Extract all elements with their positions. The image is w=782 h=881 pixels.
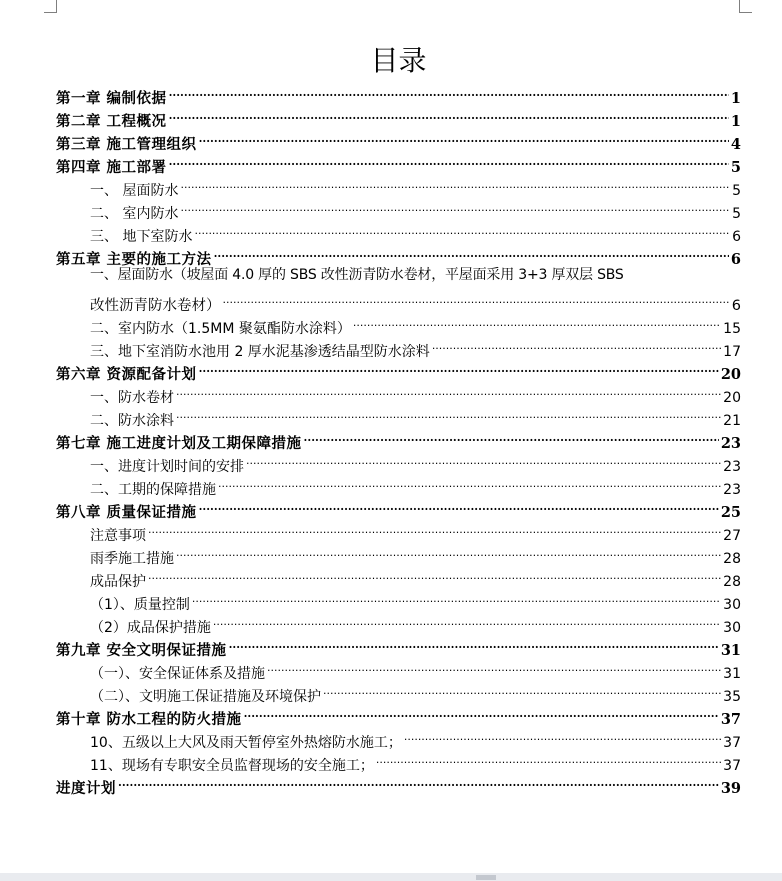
toc-entry-label: 第二章 工程概况	[56, 113, 167, 130]
dot-leader	[323, 678, 721, 701]
dot-leader	[176, 402, 721, 425]
toc-page-number: 31	[723, 666, 741, 682]
toc-entry-label: 二、防水涂料	[90, 413, 174, 429]
toc-entry-section[interactable]	[56, 195, 741, 222]
toc-page-number: 23	[720, 435, 741, 452]
dot-leader	[199, 356, 719, 379]
dot-leader	[199, 126, 729, 149]
toc-page-number: 6	[731, 298, 741, 314]
margin-corner-mark-left	[44, 0, 57, 13]
toc-entry-chapter-9[interactable]	[56, 632, 741, 659]
toc-entry-section[interactable]	[56, 448, 741, 475]
toc-page-number: 21	[723, 413, 741, 429]
toc-page-number: 1	[730, 90, 741, 107]
toc-entry-chapter-7[interactable]	[56, 425, 741, 452]
toc-page-number: 20	[720, 366, 741, 383]
toc-entry-section[interactable]	[56, 609, 741, 636]
dot-leader	[229, 632, 719, 655]
toc-page-number: 28	[723, 551, 741, 567]
toc-entry-section[interactable]	[56, 724, 741, 751]
dot-leader	[180, 195, 730, 218]
dot-leader	[180, 172, 730, 195]
dot-leader	[118, 770, 719, 793]
toc-entry-chapter-1[interactable]	[56, 80, 741, 107]
toc-entry-label: 10、五级以上大风及雨天暂停室外热熔防水施工；	[90, 735, 402, 751]
toc-entry-label: 进度计划	[56, 780, 116, 797]
margin-corner-mark-right	[739, 0, 752, 13]
toc-entry-chapter-6[interactable]	[56, 356, 741, 383]
toc-entry-label: 第一章 编制依据	[56, 90, 167, 107]
toc-page-number: 37	[720, 711, 741, 728]
toc-entry-label: 注意事项	[90, 528, 146, 544]
toc-page-number: 5	[732, 183, 741, 199]
toc-entry-label: 三、 地下室防水	[90, 229, 193, 245]
toc-entry-label: （一）、安全保证体系及措施	[90, 666, 265, 682]
toc-page-number: 37	[723, 758, 741, 774]
toc-page-number: 35	[723, 689, 741, 705]
dot-leader	[169, 149, 729, 172]
toc-entry-section[interactable]	[56, 333, 741, 360]
toc-page-number: 6	[730, 251, 741, 268]
toc-entry-section[interactable]	[56, 678, 741, 705]
toc-entry-section[interactable]	[56, 517, 741, 544]
toc-page-number: 28	[723, 574, 741, 590]
toc-entry-chapter-5[interactable]	[56, 241, 741, 268]
toc-entry-label: 成品保护	[90, 574, 146, 590]
toc-entry-schedule[interactable]	[56, 770, 741, 797]
dot-leader	[214, 241, 729, 264]
toc-entry-chapter-8[interactable]	[56, 494, 741, 521]
toc-entry-section[interactable]	[56, 218, 741, 245]
table-of-contents	[56, 80, 741, 797]
scrollbar-thumb[interactable]	[476, 875, 496, 880]
toc-page-number: 30	[723, 620, 741, 636]
toc-entry-label: 第七章 施工进度计划及工期保障措施	[56, 435, 302, 452]
dot-leader	[218, 471, 721, 494]
dot-leader	[213, 609, 721, 632]
toc-entry-label: （2）成品保护措施	[90, 620, 211, 636]
dot-leader	[169, 103, 729, 126]
dot-leader	[148, 517, 721, 540]
dot-leader	[223, 287, 730, 310]
toc-page-number: 20	[723, 390, 741, 406]
toc-entry-section[interactable]	[56, 747, 741, 774]
toc-entry-label: 第五章 主要的施工方法	[56, 251, 212, 268]
toc-entry-label: 雨季施工措施	[90, 551, 174, 567]
toc-entry-label: 第三章 施工管理组织	[56, 136, 197, 153]
dot-leader	[148, 563, 721, 586]
dot-leader	[432, 333, 721, 356]
toc-entry-label: 二、 室内防水	[90, 206, 179, 222]
toc-entry-label: 第四章 施工部署	[56, 159, 167, 176]
toc-entry-section[interactable]	[56, 586, 741, 613]
toc-page-number: 37	[723, 735, 741, 751]
dot-leader	[176, 540, 721, 563]
toc-page-number: 17	[723, 344, 741, 360]
toc-entry-label: 第十章 防水工程的防火措施	[56, 711, 242, 728]
toc-page-number: 23	[723, 482, 741, 498]
dot-leader	[304, 425, 719, 448]
toc-page-number: 25	[720, 504, 741, 521]
toc-entry-label: 第九章 安全文明保证措施	[56, 642, 227, 659]
toc-page-number: 5	[730, 159, 741, 176]
toc-entry-chapter-2[interactable]	[56, 103, 741, 130]
toc-entry-section[interactable]	[56, 540, 741, 567]
toc-page-number: 5	[732, 206, 741, 222]
toc-entry-label: 第六章 资源配备计划	[56, 366, 197, 383]
toc-entry-label: 11、现场有专职安全员监督现场的安全施工；	[90, 758, 374, 774]
toc-entry-section[interactable]	[56, 655, 741, 682]
dot-leader	[246, 448, 721, 471]
toc-page-number: 23	[723, 459, 741, 475]
toc-entry-section[interactable]	[56, 563, 741, 590]
horizontal-scrollbar[interactable]	[0, 873, 782, 881]
toc-entry-label: 二、工期的保障措施	[90, 482, 216, 498]
toc-entry-label: 三、地下室消防水池用 2 厚水泥基渗透结晶型防水涂料	[90, 344, 430, 360]
toc-entry-label: 一、防水卷材	[90, 390, 174, 406]
toc-page-number: 15	[723, 321, 741, 337]
toc-entry-label: （1）、质量控制	[90, 597, 190, 613]
toc-entry-label: （二）、文明施工保证措施及环境保护	[90, 689, 321, 705]
toc-entry-chapter-4[interactable]	[56, 149, 741, 176]
toc-entry-section[interactable]	[56, 379, 741, 406]
toc-entry-label-line2: 改性沥青防水卷材）	[90, 298, 221, 314]
toc-title: 目录	[370, 44, 427, 77]
toc-page-number: 4	[730, 136, 741, 153]
dot-leader	[199, 494, 719, 517]
toc-entry-section[interactable]	[56, 172, 741, 199]
toc-entry-section[interactable]	[56, 471, 741, 498]
toc-page-number: 27	[723, 528, 741, 544]
toc-entry-label: 第八章 质量保证措施	[56, 504, 197, 521]
dot-leader	[176, 379, 721, 402]
toc-entry-label-line1: 一、屋面防水（坡屋面 4.0 厚的 SBS 改性沥青防水卷材，平屋面采用 3+3 厚双层 SBS	[90, 267, 624, 283]
toc-entry-label: 一、进度计划时间的安排	[90, 459, 244, 475]
toc-page-number: 6	[732, 229, 741, 245]
dot-leader	[267, 655, 721, 678]
toc-page-number: 31	[720, 642, 741, 659]
toc-page-number: 1	[730, 113, 741, 130]
toc-entry-label: 一、 屋面防水	[90, 183, 179, 199]
dot-leader	[194, 218, 730, 241]
toc-entry-chapter-3[interactable]	[56, 126, 741, 153]
toc-page-number: 39	[720, 780, 741, 797]
toc-page-number: 30	[723, 597, 741, 613]
dot-leader	[169, 80, 729, 103]
toc-entry-chapter-10[interactable]	[56, 701, 741, 728]
dot-leader	[192, 586, 721, 609]
dot-leader	[376, 747, 721, 770]
toc-entry-label: 二、室内防水（1.5MM 聚氨酯防水涂料）	[90, 321, 351, 337]
dot-leader	[244, 701, 719, 724]
dot-leader	[353, 310, 721, 333]
toc-entry-line2	[90, 287, 741, 314]
toc-entry-section[interactable]	[56, 402, 741, 429]
toc-entry-section[interactable]	[56, 310, 741, 337]
dot-leader	[404, 724, 721, 747]
